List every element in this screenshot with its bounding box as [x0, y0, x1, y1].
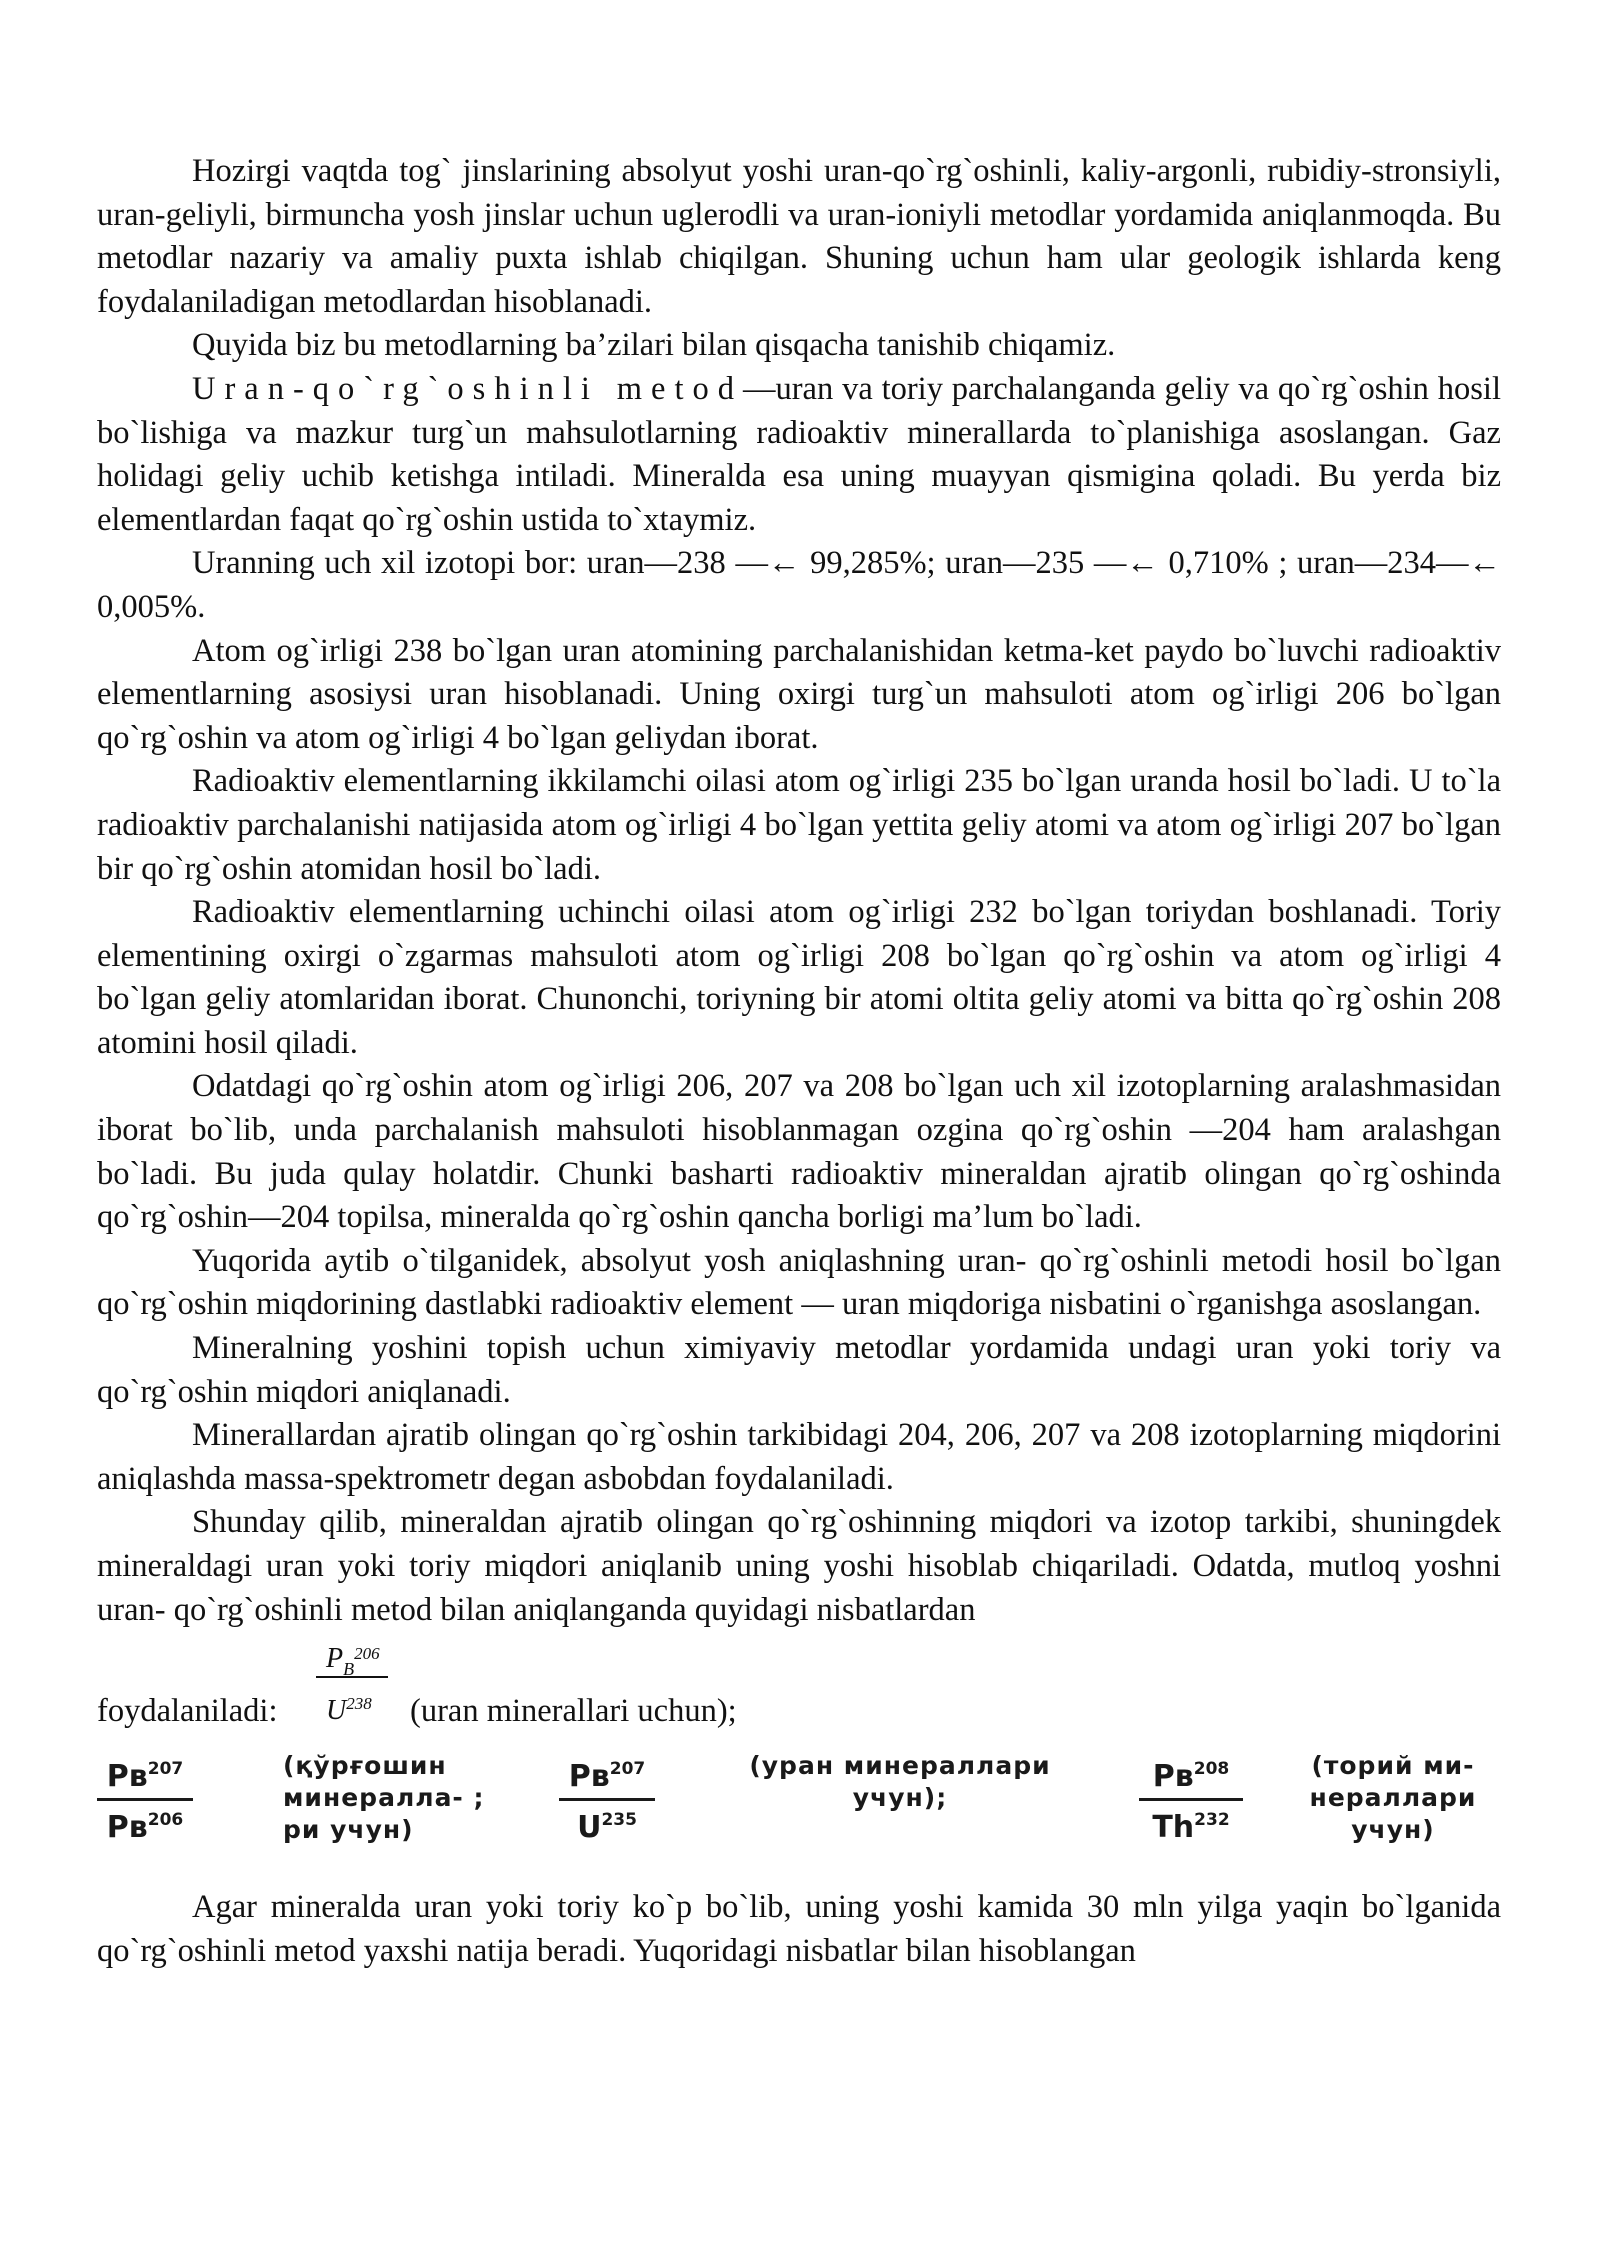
fraction-bar	[316, 1676, 388, 1678]
uranium-ratio-formula	[316, 1632, 388, 1732]
formula-denominator: $U^{238}$	[326, 1694, 372, 1727]
formula-numerator: $Pв^{207}$	[559, 1752, 655, 1801]
paragraph: Quyida biz bu metodlarning ba’zilari bilan qisqacha tanishib chiqamiz.	[192, 327, 1116, 364]
formula-denominator: $Pв^{206}$	[106, 1810, 184, 1846]
paragraph: Mineralning yoshini topish uchun ximiyaviy metodlar yordamida undagi uran yoki toriy va qo`rg`oshin miqdori aniqlanadi.	[97, 1330, 1501, 1410]
formula-tail-text: (uran minerallari uchun);	[410, 1693, 737, 1730]
paragraph: Minerallardan ajratib olingan qo`rg`oshin tarkibidagi 204, 206, 207 va 208 izotoplarning miqdorini aniqlashda massa-spektrometr degan asbobdan foydalaniladi.	[97, 1417, 1501, 1497]
scanned-formulas	[97, 1748, 1501, 1880]
formula-denominator: $U^{235}$	[577, 1810, 637, 1846]
uranium-235-ratio-formula	[559, 1752, 655, 1845]
formula-numerator: $P_B^{206}$	[326, 1643, 380, 1680]
paragraph: Uranning uch xil izotopi bor: uran—238 —← 99,285%; uran—235 —← 0,710% ; uran—234—← 0,005%.	[97, 545, 1501, 625]
paragraph: Yuqorida aytib o`tilganidek, absolyut yosh aniqlashning uran- qo`rg`oshinli metodi hosil bo`lgan qo`rg`oshin miqdorining dastlabki radioaktiv element — uran miqdoriga nisbatini o`rganishga asoslangan.	[97, 1242, 1501, 1323]
formula-lead-text: foydalaniladi:	[97, 1693, 278, 1730]
formula-denominator: Th$^{232}$	[1152, 1810, 1230, 1846]
paragraph: Radioaktiv elementlarning ikkilamchi oilasi atom og`irligi 235 bo`lgan uranda hosil bo`ladi. U to`la radioaktiv parchalanishi natijasida atom og`irligi 4 bo`lgan yettita geliy atomi va atom og`irligi 207 bo`lgan bir qo`rg`oshin atomidan hosil bo`ladi.	[97, 763, 1501, 887]
paragraph: Agar mineralda uran yoki toriy ko`p bo`lib, uning yoshi kamida 30 mln yilga yaqin bo`lganida qo`rg`oshinli metod yaxshi natija beradi. Yuqoridagi nisbatlar bilan hisoblangan	[97, 1889, 1501, 1969]
formula-caption: (торий ми- нераллари учун)	[1309, 1751, 1477, 1845]
paragraph: Hozirgi vaqtda tog` jinslarining absolyut yoshi uran-qo`rg`oshinli, kaliy-argonli, rubidiy-stronsiyli, uran-geliyli, birmuncha yosh jinslar uchun uglerodli va uran-ioniyli metodlar yordamida aniqlanmoqda. Bu metodlar nazariy va amaliy puxta ishlab chiqilgan. Shuning uchun ham ular geologik ishlarda keng foydalaniladigan metodlardan hisoblanadi.	[97, 153, 1501, 320]
method-term: Uran-qo`rg`oshinli metod	[192, 370, 743, 407]
formula-numerator: $Pв^{207}$	[97, 1752, 193, 1801]
thorium-ratio-formula	[1139, 1752, 1243, 1845]
formula-caption: (уран минераллари учун);	[749, 1751, 1051, 1813]
paragraph-text: —uran va toriy parchalanganda geliy va qo`rg`oshin hosil bo`lishiga va mazkur turg`un mahsulotlarning radioaktiv minerallarda to`planishiga asoslangan. Gaz holidagi geliy uchib ketishga intiladi. Mineralda esa uning muayyan qismigina qoladi. Bu yerda biz elementlardan faqat qo`rg`oshin ustida to`xtaymiz.	[97, 370, 1501, 538]
paragraph: Odatdagi qo`rg`oshin atom og`irligi 206, 207 va 208 bo`lgan uch xil izotoplarning aralashmasidan iborat bo`lib, unda parchalanish mahsuloti hisoblanmagan ozgina qo`rg`oshin —204 ham aralashgan bo`ladi. Bu juda qulay holatdir. Chunki basharti radioaktiv mineraldan ajratib olingan qo`rg`oshinda qo`rg`oshin—204 topilsa, mineralda qo`rg`oshin qancha borligi ma’lum bo`ladi.	[97, 1068, 1501, 1236]
paragraph: Radioaktiv elementlarning uchinchi oilasi atom og`irligi 232 bo`lgan toriydan boshlanadi. Toriy elementining oxirgi o`zgarmas mahsuloti atom og`irligi 208 bo`lgan qo`rg`oshin va atom og`irligi 4 bo`lgan geliy atomlaridan iborat. Chunonchi, toriyning bir atomi oltita geliy atomi va bitta qo`rg`oshin 208 atomini hosil qiladi.	[97, 894, 1501, 1061]
lead-ratio-formula	[97, 1752, 193, 1845]
formula-caption: (қўрғошин минералла- ; ри учун)	[283, 1751, 485, 1845]
formula-numerator: $Pв^{208}$	[1139, 1752, 1243, 1801]
paragraph: Atom og`irligi 238 bo`lgan uran atomining parchalanishidan ketma-ket paydo bo`luvchi radioaktiv elementlarning asosiysi uran hisoblanadi. Uning oxirgi turg`un mahsuloti atom og`irligi 206 bo`lgan qo`rg`oshin va atom og`irligi 4 bo`lgan geliydan iborat.	[97, 632, 1501, 756]
document-body	[97, 150, 1501, 1973]
formula-line	[97, 1632, 1501, 1740]
paragraph	[97, 368, 1501, 542]
paragraph: Shunday qilib, mineraldan ajratib olingan qo`rg`oshinning miqdori va izotop tarkibi, shuningdek mineraldagi uran yoki toriy miqdori aniqlanib uning yoshi hisoblab chiqariladi. Odatda, mutloq yoshni uran- qo`rg`oshinli metod bilan aniqlanganda quyidagi nisbatlardan	[97, 1504, 1501, 1628]
